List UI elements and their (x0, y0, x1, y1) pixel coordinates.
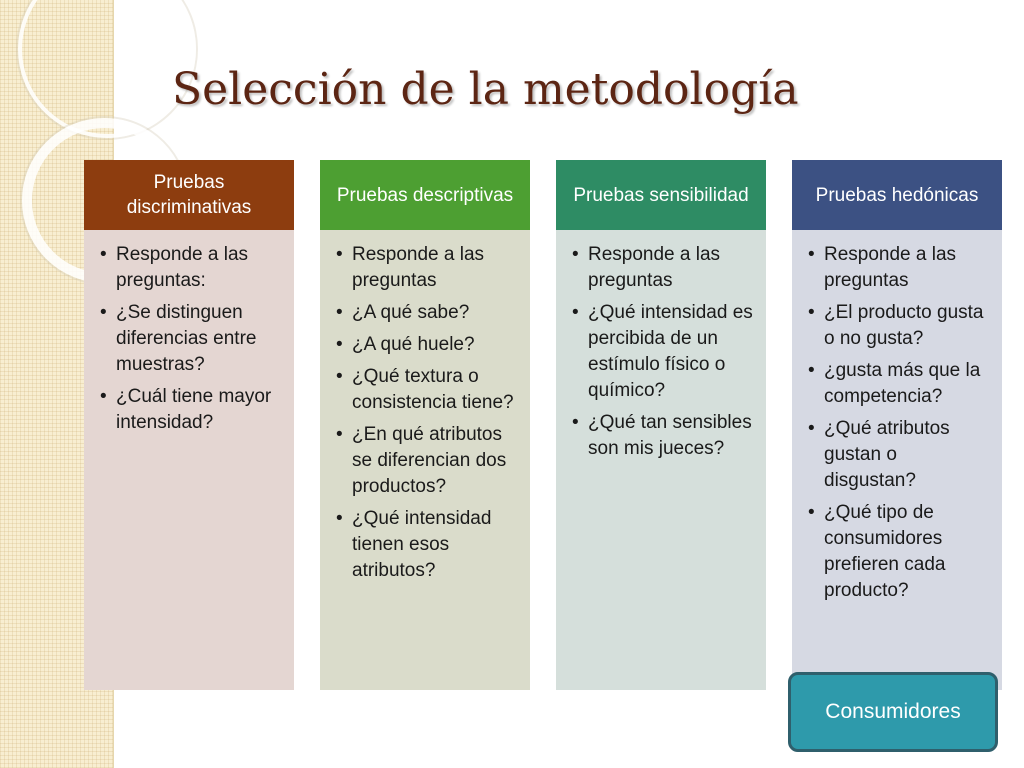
list-item: • ¿Qué atributos gustan o disgustan? (804, 416, 992, 494)
list-item: • ¿Qué tan sensibles son mis jueces? (568, 410, 756, 462)
list-item: • ¿gusta más que la competencia? (804, 358, 992, 410)
question-list (332, 242, 520, 584)
column-header: Pruebas hedónicas (792, 160, 1002, 230)
slide-title: Selección de la metodología (172, 64, 799, 115)
list-item: • ¿A qué sabe? (332, 300, 520, 326)
list-item: • Responde a las preguntas (568, 242, 756, 294)
question-list (96, 242, 284, 436)
list-item: • ¿Qué textura o consistencia tiene? (332, 364, 520, 416)
list-item: • Responde a las preguntas (332, 242, 520, 294)
list-item: • ¿Se distinguen diferencias entre muestras? (96, 300, 284, 378)
column-header: Pruebas descriptivas (320, 160, 530, 230)
column-body (320, 230, 530, 690)
list-item: • ¿En qué atributos se diferencian dos productos? (332, 422, 520, 500)
column-body (84, 230, 294, 690)
list-item: • ¿A qué huele? (332, 332, 520, 358)
column-body (792, 230, 1002, 690)
list-item: • ¿Qué intensidad tienen esos atributos? (332, 506, 520, 584)
question-list (804, 242, 992, 604)
list-item: • ¿Qué tipo de consumidores prefieren cada producto? (804, 500, 992, 604)
column-header: Pruebas sensibilidad (556, 160, 766, 230)
question-list (568, 242, 756, 462)
list-item: • ¿Cuál tiene mayor intensidad? (96, 384, 284, 436)
list-item: • Responde a las preguntas: (96, 242, 284, 294)
list-item: • ¿El producto gusta o no gusta? (804, 300, 992, 352)
consumers-callout: Consumidores (788, 672, 998, 752)
column-body (556, 230, 766, 690)
list-item: • Responde a las preguntas (804, 242, 992, 294)
column-header: Pruebas discriminativas (84, 160, 294, 230)
list-item: • ¿Qué intensidad es percibida de un estímulo físico o químico? (568, 300, 756, 404)
